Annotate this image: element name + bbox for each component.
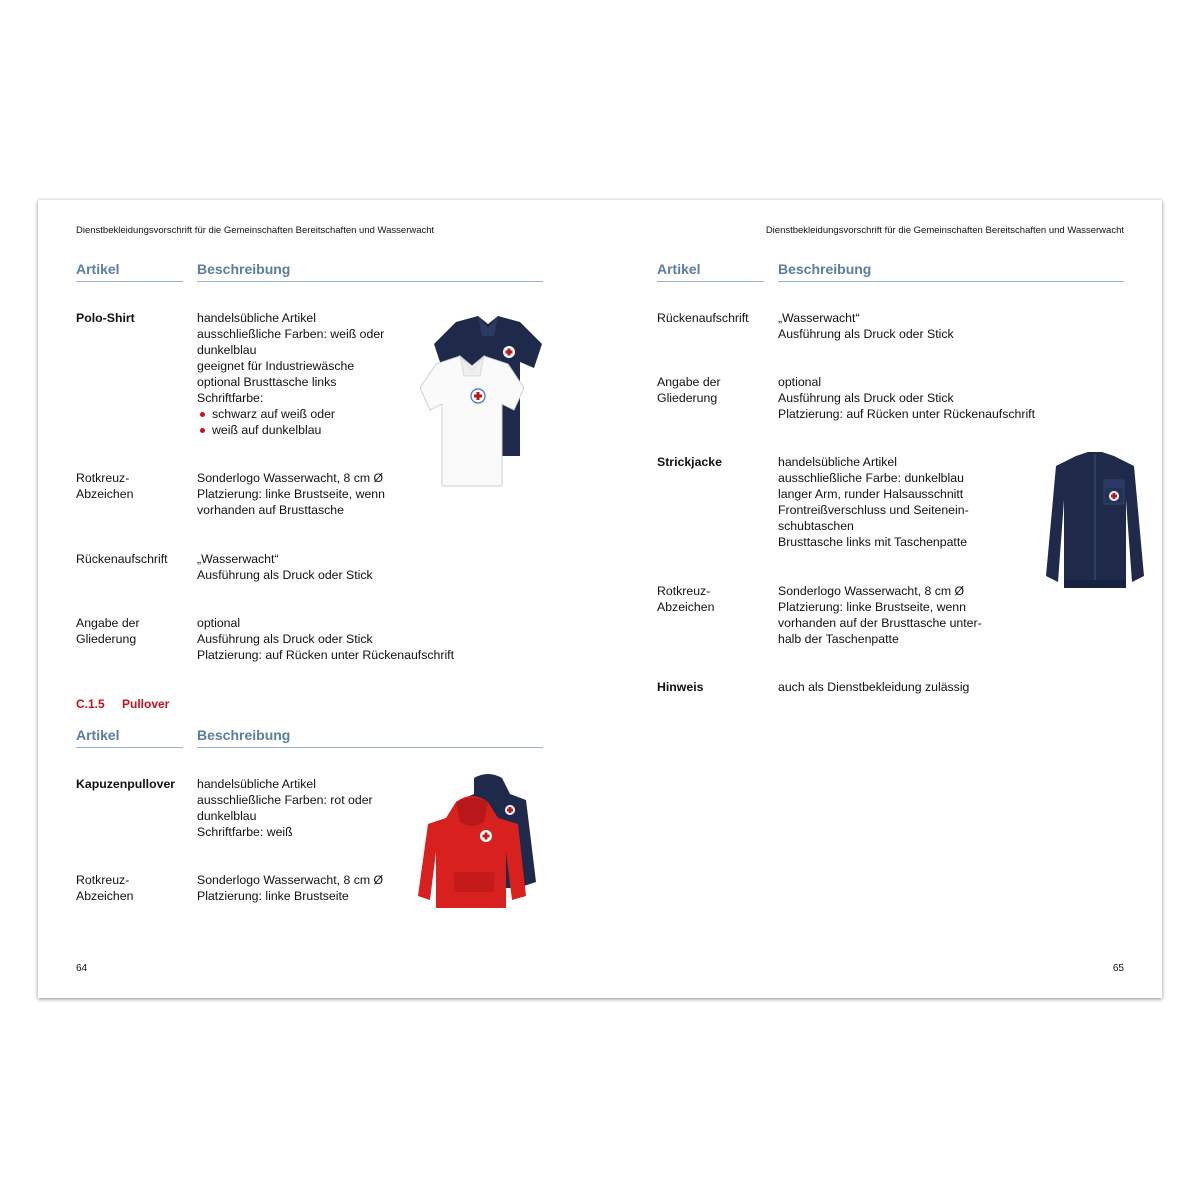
section-title: Pullover (122, 697, 170, 711)
item-label-gliederung: Angabe der Gliederung (76, 616, 140, 646)
item-label-kapuzenpullover: Kapuzenpullover (76, 777, 176, 791)
right-page (600, 200, 1162, 998)
item-label-polo: Polo-Shirt (76, 311, 135, 325)
item-description-strickjacke: handelsübliche Artikel ausschließliche Farbe: dunkelblau langer Arm, runder Halsausschnitt Frontreißverschluss und Seitenein- schubtaschen Brusttasche links mit Taschenpatte (778, 455, 969, 549)
cardigan-image (1040, 450, 1150, 596)
polo-shirt-image (416, 314, 546, 490)
bullet-item: schwarz auf weiß oder (197, 406, 384, 422)
running-title: Dienstbekleidungsvorschrift für die Gemeinschaften Bereitschaften und Wasserwacht (765, 225, 1124, 236)
item-label-gliederung: Angabe der Gliederung (657, 375, 721, 405)
item-label-strickjacke: Strickjacke (657, 455, 722, 469)
bullet-item: weiß auf dunkelblau (197, 422, 384, 438)
column-header-beschreibung: Beschreibung (778, 260, 1124, 282)
navy-cardigan-icon (1046, 452, 1144, 588)
item-description-gliederung: optional Ausführung als Druck oder Stick Platzierung: auf Rücken unter Rückenaufschrift (778, 375, 1036, 421)
item-description-rotkreuz: Sonderlogo Wasserwacht, 8 cm Ø Platzierung: linke Brustseite, wenn vorhanden auf der Brusttasche unter- halb der Taschenpatte (778, 584, 982, 646)
item-label-rueckenaufschrift: Rückenaufschrift (657, 311, 749, 325)
page-number-right: 65 (1112, 963, 1124, 974)
column-header-beschreibung: Beschreibung (197, 726, 543, 748)
item-label-rueckenaufschrift: Rückenaufschrift (76, 552, 168, 566)
hoodie-image (416, 772, 538, 912)
item-label-rotkreuz: Rotkreuz- Abzeichen (657, 584, 715, 614)
column-header-artikel: Artikel (76, 726, 183, 748)
item-description-rotkreuz: Sonderlogo Wasserwacht, 8 cm Ø Platzierung: linke Brustseite, wenn vorhanden auf Brusttasche (197, 471, 385, 517)
column-header-artikel: Artikel (76, 260, 183, 282)
column-header-beschreibung: Beschreibung (197, 260, 543, 282)
running-title: Dienstbekleidungsvorschrift für die Gemeinschaften Bereitschaften und Wasserwacht (76, 225, 435, 236)
section-number: C.1.5 (76, 697, 105, 711)
item-description-rotkreuz-2: Sonderlogo Wasserwacht, 8 cm Ø Platzierung: linke Brustseite (197, 873, 384, 903)
item-label-hinweis: Hinweis (657, 680, 704, 694)
column-header-artikel: Artikel (657, 260, 764, 282)
item-description-polo: handelsübliche Artikel ausschließliche Farben: weiß oder dunkelblau geeignet für Industriewäsche optional Brusttasche links Schriftfarbe: schwarz auf weiß oder weiß auf dunkelblau (197, 311, 385, 437)
item-description-gliederung: optional Ausführung als Druck oder Stick Platzierung: auf Rücken unter Rückenaufschrift (197, 616, 455, 662)
page-number-left: 64 (76, 963, 88, 974)
item-label-rotkreuz-2: Rotkreuz- Abzeichen (76, 873, 134, 903)
item-description-hinweis: auch als Dienstbekleidung zulässig (778, 680, 970, 694)
document-spread (38, 200, 1162, 998)
item-label-rotkreuz: Rotkreuz- Abzeichen (76, 471, 134, 501)
item-description-kapuzenpullover: handelsübliche Artikel ausschließliche Farben: rot oder dunkelblau Schriftfarbe: weiß (197, 777, 373, 839)
left-page (38, 200, 600, 998)
item-description-rueckenaufschrift: „Wasserwacht“ Ausführung als Druck oder Stick (778, 311, 954, 341)
item-description-rueckenaufschrift: „Wasserwacht“ Ausführung als Druck oder Stick (197, 552, 373, 582)
